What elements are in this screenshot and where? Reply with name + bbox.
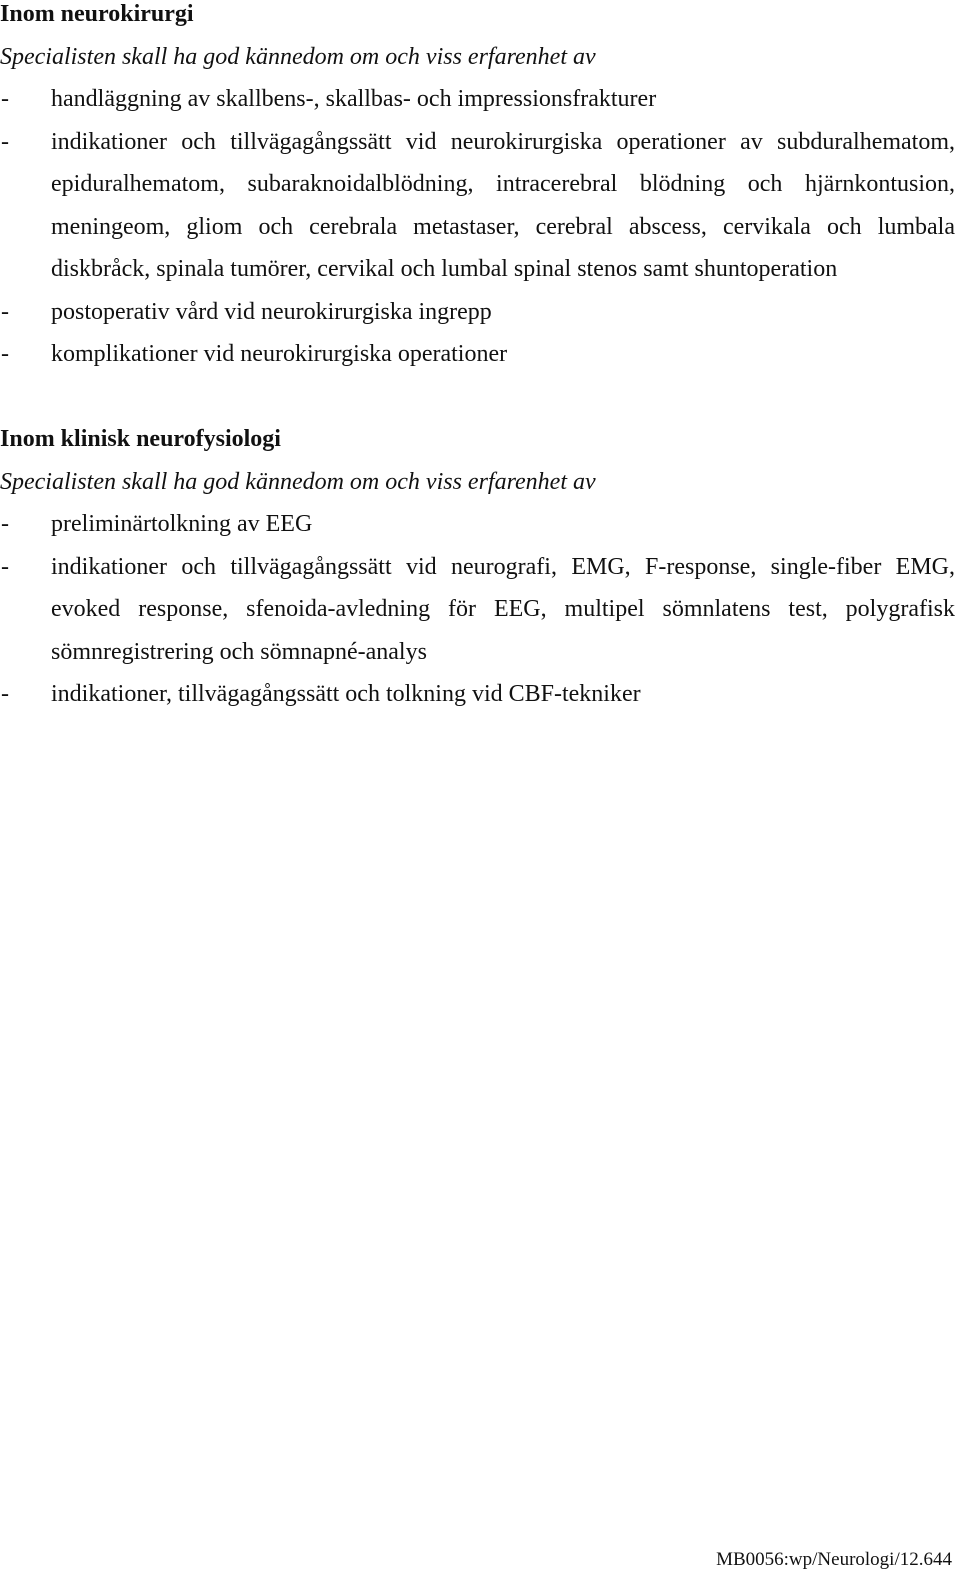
list-item: - komplikationer vid neurokirurgiska operationer <box>0 333 955 376</box>
section-intro: Specialisten skall ha god kännedom om och viss erfarenhet av <box>0 43 596 70</box>
list-item: - indikationer och tillvägagångssätt vid neurografi, EMG, F-response, single-fiber EMG, evoked response, sfenoida-avledning för EEG, multipel sömnlatens test, polygrafisk sömnregistrering och sömnapné-analys <box>0 546 955 674</box>
section-heading: Inom neurokirurgi <box>0 1 194 27</box>
section-heading: Inom klinisk neurofysiologi <box>0 426 281 452</box>
list-item: - preliminärtolkning av EEG <box>0 503 955 546</box>
document-reference-footer: MB0056:wp/Neurologi/12.644 <box>716 1549 952 1570</box>
requirement-list <box>0 78 955 376</box>
section-intro: Specialisten skall ha god kännedom om och viss erfarenhet av <box>0 468 596 495</box>
section-neurokirurgi <box>0 0 955 376</box>
requirement-list <box>0 503 955 716</box>
document-page <box>0 0 955 716</box>
list-item: - handläggning av skallbens-, skallbas- och impressionsfrakturer <box>0 78 955 121</box>
section-klinisk-neurofysiologi <box>0 418 955 716</box>
list-item: - indikationer och tillvägagångssätt vid neurokirurgiska operationer av subduralhematom, epiduralhematom, subaraknoidalblödning, intracerebral blödning och hjärnkontusion, meningeom, gliom och cerebrala metastaser, cerebral abscess, cervikala och lumbala diskbråck, spinala tumörer, cervikal och lumbal spinal stenos samt shuntoperation <box>0 121 955 291</box>
list-item: - postoperativ vård vid neurokirurgiska ingrepp <box>0 291 955 334</box>
list-item: - indikationer, tillvägagångssätt och tolkning vid CBF-tekniker <box>0 673 955 716</box>
